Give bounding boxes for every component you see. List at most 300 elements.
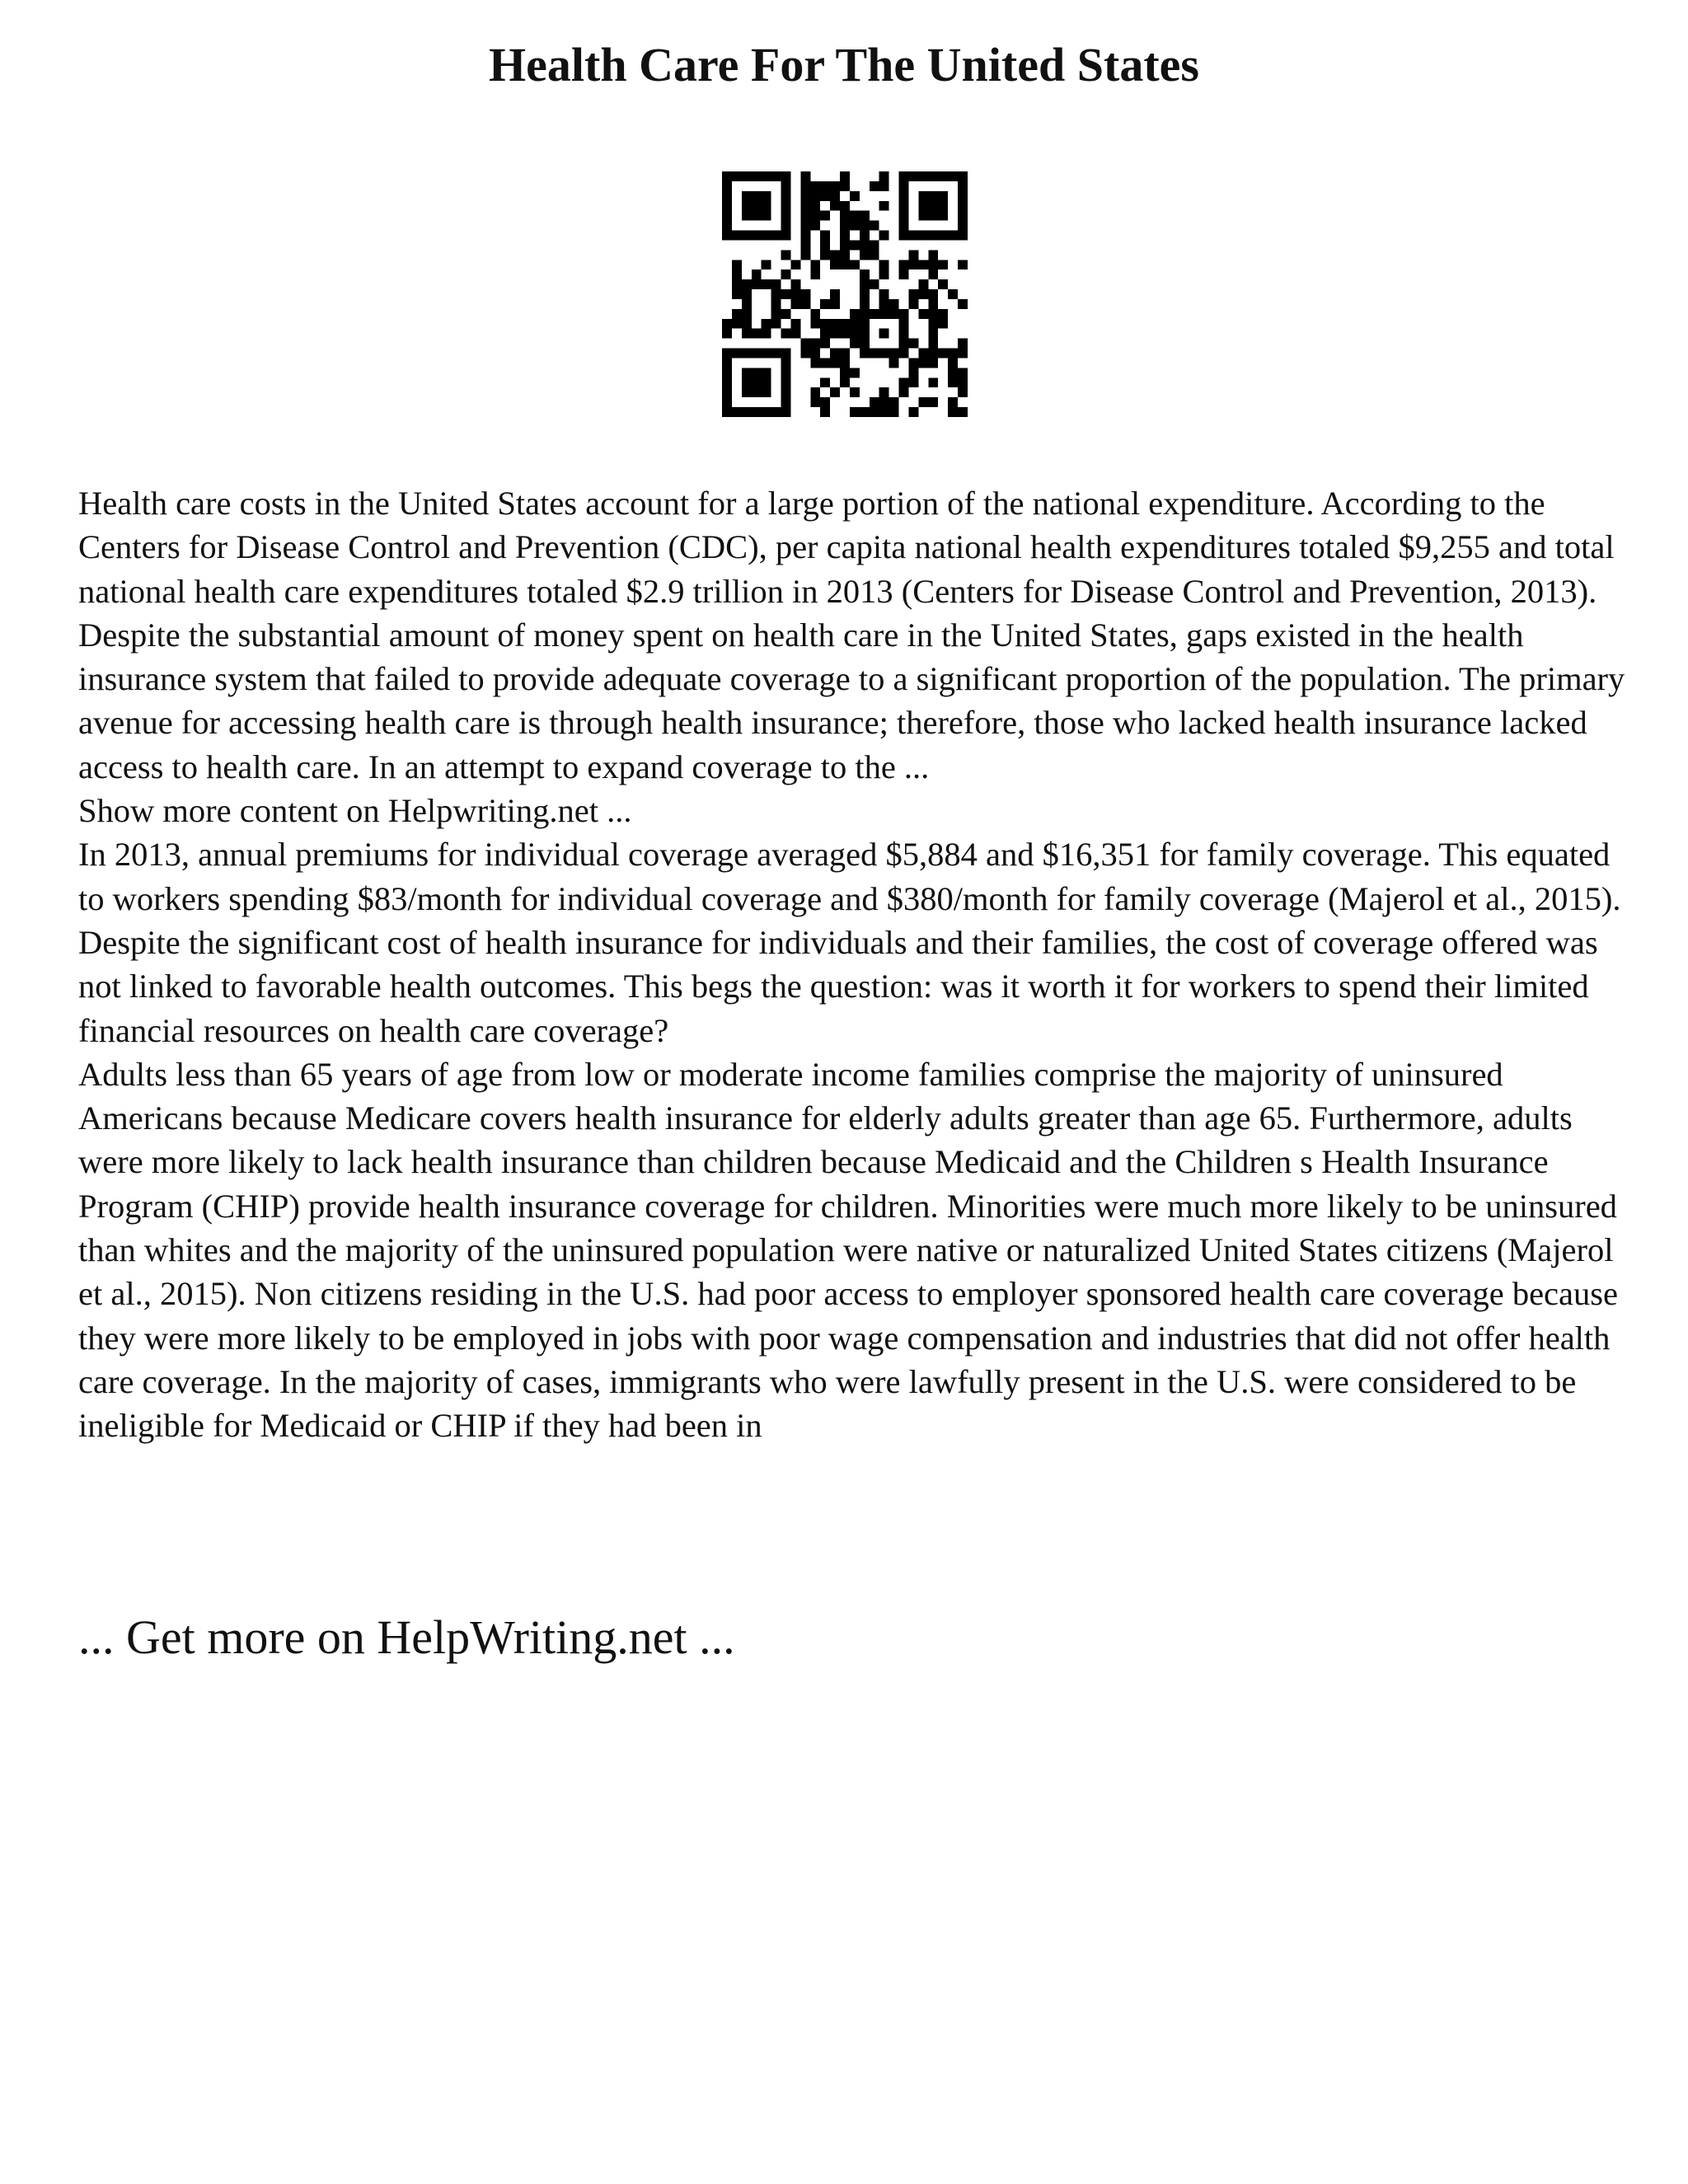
qr-module — [908, 250, 918, 260]
qr-module — [800, 171, 810, 181]
qr-module — [958, 221, 968, 231]
qr-module — [908, 260, 918, 269]
qr-module — [830, 387, 840, 397]
qr-module — [820, 329, 830, 339]
qr-module — [752, 269, 762, 279]
qr-module — [810, 269, 820, 279]
qr-module — [928, 339, 938, 349]
qr-module — [840, 319, 850, 329]
qr-module — [781, 231, 791, 241]
qr-module — [840, 329, 850, 339]
qr-module — [752, 387, 762, 397]
qr-module — [889, 299, 899, 309]
qr-module — [722, 358, 732, 368]
qr-module — [752, 201, 762, 211]
qr-module — [958, 299, 968, 309]
qr-module — [810, 201, 820, 211]
qr-module — [742, 211, 752, 221]
qr-module — [928, 201, 938, 211]
qr-module — [722, 201, 732, 211]
qr-module — [752, 211, 762, 221]
qr-module — [948, 349, 958, 359]
paragraph: Health care costs in the United States account for a large portion of the national expenditure. According to the Centers for Disease Control and Prevention (CDC), per capita national health expenditures totaled $9,255 and total national health care expenditures totaled $2.9 trillion in 2013 (Centers for Disease Control and Prevention, 2013). — [78, 485, 1615, 610]
qr-module — [820, 231, 830, 241]
qr-module — [908, 407, 918, 417]
qr-module — [762, 279, 771, 289]
qr-module — [781, 397, 791, 407]
qr-module — [918, 289, 928, 299]
document-title: Health Care For The United States — [489, 38, 1199, 91]
qr-module — [860, 211, 870, 221]
qr-module — [850, 211, 860, 221]
qr-module — [790, 329, 800, 339]
qr-module — [958, 201, 968, 211]
qr-module — [908, 368, 918, 377]
qr-module — [762, 387, 771, 397]
qr-module — [722, 319, 732, 329]
qr-module — [762, 407, 771, 417]
qr-module — [928, 299, 938, 309]
qr-module — [918, 231, 928, 241]
qr-module — [732, 309, 742, 319]
qr-module — [820, 358, 830, 368]
qr-module — [928, 211, 938, 221]
qr-module — [800, 211, 810, 221]
qr-module — [948, 289, 958, 299]
qr-module — [840, 211, 850, 221]
qr-module — [722, 397, 732, 407]
qr-module — [870, 279, 879, 289]
qr-module — [781, 171, 791, 181]
qr-module — [850, 191, 860, 201]
qr-module — [722, 329, 732, 339]
qr-module — [850, 329, 860, 339]
qr-module — [879, 181, 889, 191]
qr-module — [762, 201, 771, 211]
qr-module — [860, 329, 870, 339]
qr-module — [928, 329, 938, 339]
qr-module — [820, 397, 830, 407]
qr-module — [860, 269, 870, 279]
qr-module — [928, 269, 938, 279]
qr-module — [722, 191, 732, 201]
qr-module — [790, 319, 800, 329]
qr-module — [742, 171, 752, 181]
qr-module — [860, 221, 870, 231]
qr-module — [899, 309, 909, 319]
qr-module — [840, 240, 850, 250]
qr-module — [899, 181, 909, 191]
qr-module — [830, 329, 840, 339]
qr-module — [781, 329, 791, 339]
qr-module — [762, 349, 771, 359]
qr-module — [889, 349, 899, 359]
qr-module — [928, 260, 938, 269]
qr-module — [860, 231, 870, 241]
qr-module — [830, 299, 840, 309]
qr-module — [899, 231, 909, 241]
qr-module — [752, 377, 762, 387]
qr-module — [860, 279, 870, 289]
qr-module — [781, 250, 791, 260]
qr-module — [870, 240, 879, 250]
qr-module — [870, 181, 879, 191]
qr-module — [948, 407, 958, 417]
qr-module — [899, 201, 909, 211]
qr-module — [732, 349, 742, 359]
qr-module — [722, 221, 732, 231]
qr-module — [928, 250, 938, 260]
qr-module — [752, 368, 762, 377]
qr-module — [948, 377, 958, 387]
qr-module — [820, 319, 830, 329]
qr-module — [771, 407, 781, 417]
qr-module — [742, 231, 752, 241]
qr-module — [800, 181, 810, 191]
qr-module — [781, 191, 791, 201]
qr-module — [781, 201, 791, 211]
qr-module — [781, 211, 791, 221]
qr-module — [752, 279, 762, 289]
qr-module — [790, 260, 800, 269]
qr-module — [928, 289, 938, 299]
qr-module — [860, 250, 870, 260]
qr-module — [928, 191, 938, 201]
qr-module — [810, 339, 820, 349]
qr-module — [732, 289, 742, 299]
qr-module — [850, 240, 860, 250]
qr-module — [918, 260, 928, 269]
qr-module — [958, 377, 968, 387]
qr-module — [762, 191, 771, 201]
qr-module — [899, 191, 909, 201]
qr-module — [752, 349, 762, 359]
qr-module — [899, 319, 909, 329]
qr-module — [742, 377, 752, 387]
qr-module — [820, 299, 830, 309]
qr-module — [752, 329, 762, 339]
qr-module — [742, 289, 752, 299]
qr-module — [820, 191, 830, 201]
qr-module — [918, 358, 928, 368]
qr-module — [742, 368, 752, 377]
qr-module — [879, 329, 889, 339]
qr-module — [810, 309, 820, 319]
qr-module — [938, 191, 948, 201]
qr-module — [899, 221, 909, 231]
qr-module — [732, 260, 742, 269]
qr-module — [908, 299, 918, 309]
qr-module — [889, 397, 899, 407]
qr-module — [928, 397, 938, 407]
qr-module — [830, 191, 840, 201]
qr-module — [850, 221, 860, 231]
qr-module — [840, 368, 850, 377]
qr-module — [810, 211, 820, 221]
qr-module — [771, 299, 781, 309]
qr-module — [948, 231, 958, 241]
qr-module — [928, 319, 938, 329]
qr-module — [742, 349, 752, 359]
qr-module — [908, 358, 918, 368]
qr-module — [752, 407, 762, 417]
qr-module — [800, 191, 810, 201]
qr-module — [840, 181, 850, 191]
qr-module — [762, 368, 771, 377]
qr-module — [938, 231, 948, 241]
qr-module — [879, 309, 889, 319]
qr-module — [732, 319, 742, 329]
qr-module — [732, 269, 742, 279]
qr-module — [958, 181, 968, 191]
get-more-link[interactable]: ... Get more on HelpWriting.net ... — [78, 1610, 735, 1664]
qr-module — [879, 387, 889, 397]
qr-module — [860, 349, 870, 359]
qr-module — [958, 407, 968, 417]
qr-module — [830, 319, 840, 329]
qr-module — [958, 368, 968, 377]
qr-module — [781, 289, 791, 299]
qr-module — [762, 231, 771, 241]
qr-module — [958, 387, 968, 397]
qr-module — [918, 397, 928, 407]
qr-module — [918, 191, 928, 201]
qr-module — [800, 250, 810, 260]
qr-module — [879, 349, 889, 359]
qr-module — [938, 349, 948, 359]
qr-module — [908, 339, 918, 349]
qr-module — [958, 349, 968, 359]
qr-module — [771, 171, 781, 181]
qr-module — [762, 211, 771, 221]
qr-module — [850, 260, 860, 269]
qr-module — [800, 289, 810, 299]
qr-module — [820, 240, 830, 250]
qr-module — [928, 231, 938, 241]
qr-module — [889, 309, 899, 319]
qr-module — [781, 269, 791, 279]
qr-module — [722, 349, 732, 359]
qr-module — [938, 279, 948, 289]
qr-module — [840, 358, 850, 368]
qr-module — [762, 171, 771, 181]
qr-module — [722, 181, 732, 191]
qr-module — [781, 309, 791, 319]
qr-module — [762, 319, 771, 329]
qr-module — [742, 191, 752, 201]
qr-module — [810, 191, 820, 201]
qr-module — [781, 221, 791, 231]
qr-module — [928, 309, 938, 319]
qr-module — [850, 407, 860, 417]
qr-module — [820, 407, 830, 417]
qr-module — [742, 407, 752, 417]
qr-module — [870, 250, 879, 260]
qr-module — [722, 387, 732, 397]
qr-module — [742, 279, 752, 289]
qr-module — [790, 289, 800, 299]
qr-module — [820, 211, 830, 221]
qr-module — [879, 201, 889, 211]
qr-module — [752, 171, 762, 181]
qr-module — [928, 377, 938, 387]
qr-module — [840, 250, 850, 260]
qr-module — [938, 260, 948, 269]
qr-module — [771, 309, 781, 319]
qr-module — [752, 231, 762, 241]
qr-module — [781, 349, 791, 359]
qr-module — [889, 407, 899, 417]
qr-module — [938, 309, 948, 319]
qr-module — [928, 358, 938, 368]
qr-module — [781, 377, 791, 387]
qr-module — [771, 231, 781, 241]
qr-module — [860, 407, 870, 417]
qr-module — [948, 358, 958, 368]
qr-module — [790, 299, 800, 309]
qr-module — [938, 211, 948, 221]
qr-module — [918, 171, 928, 181]
qr-module — [899, 329, 909, 339]
qr-module — [722, 231, 732, 241]
qr-module — [830, 201, 840, 211]
qr-module — [800, 339, 810, 349]
qr-module — [879, 269, 889, 279]
qr-module — [840, 260, 850, 269]
qr-module — [860, 299, 870, 309]
qr-module — [810, 260, 820, 269]
qr-module — [820, 339, 830, 349]
qr-module — [810, 358, 820, 368]
qr-module — [860, 339, 870, 349]
qr-module — [860, 240, 870, 250]
qr-module — [781, 407, 791, 417]
qr-module — [840, 201, 850, 211]
qr-module — [870, 397, 879, 407]
qr-module — [781, 181, 791, 191]
qr-module — [948, 397, 958, 407]
qr-module — [830, 289, 840, 299]
qr-module — [850, 319, 860, 329]
qr-module — [870, 349, 879, 359]
qr-module — [820, 250, 830, 260]
qr-module — [899, 349, 909, 359]
qr-module — [958, 191, 968, 201]
qr-module — [742, 319, 752, 329]
qr-module — [742, 201, 752, 211]
qr-module — [742, 387, 752, 397]
qr-module — [810, 397, 820, 407]
qr-module — [840, 171, 850, 181]
qr-module — [781, 387, 791, 397]
qr-module — [899, 377, 909, 387]
qr-module — [732, 231, 742, 241]
qr-module — [732, 407, 742, 417]
qr-module — [879, 171, 889, 181]
show-more-link[interactable]: Show more content on Helpwriting.net ... — [78, 792, 632, 830]
qr-module — [899, 387, 909, 397]
qr-module — [938, 171, 948, 181]
qr-module — [800, 299, 810, 309]
qr-module — [722, 171, 732, 181]
qr-module — [879, 397, 889, 407]
qr-module — [840, 231, 850, 241]
qr-module — [742, 329, 752, 339]
qr-module — [742, 299, 752, 309]
qr-module — [899, 339, 909, 349]
qr-module — [800, 221, 810, 231]
qr-module — [840, 221, 850, 231]
qr-module — [850, 339, 860, 349]
qr-module — [830, 260, 840, 269]
qr-module — [918, 279, 928, 289]
qr-module — [958, 339, 968, 349]
qr-module — [800, 231, 810, 241]
qr-module — [928, 171, 938, 181]
qr-module — [958, 260, 968, 269]
qr-module — [722, 368, 732, 377]
qr-module — [850, 309, 860, 319]
qr-module — [889, 358, 899, 368]
qr-module — [830, 181, 840, 191]
qr-module — [850, 387, 860, 397]
qr-module — [752, 191, 762, 201]
qr-module — [918, 211, 928, 221]
qr-module — [879, 289, 889, 299]
qr-module — [899, 211, 909, 221]
qr-module — [771, 279, 781, 289]
qr-module — [958, 211, 968, 221]
qr-module — [800, 240, 810, 250]
qr-module — [810, 387, 820, 397]
qr-module — [722, 407, 732, 417]
qr-module — [732, 279, 742, 289]
qr-module — [870, 407, 879, 417]
qr-module — [840, 349, 850, 359]
qr-module — [781, 358, 791, 368]
qr-module — [771, 289, 781, 299]
qr-module — [771, 349, 781, 359]
qr-module — [742, 309, 752, 319]
qr-module — [948, 171, 958, 181]
qr-module — [908, 231, 918, 241]
qr-module — [899, 269, 909, 279]
qr-module — [762, 377, 771, 387]
qr-module — [879, 299, 889, 309]
paragraph: In 2013, annual premiums for individual coverage averaged $5,884 and $16,351 for family coverage. This equated to workers spending $83/month for individual coverage and $380/month for family coverage (Majerol et al., 2015). Despite the significant cost of health insurance for individuals and their families, the cost of coverage offered was not linked to favorable health outcomes. This begs the question: was it worth it for workers to spend their limited financial resources on health care coverage? — [78, 836, 1621, 1049]
qr-module — [790, 279, 800, 289]
qr-module — [958, 171, 968, 181]
qr-module — [850, 368, 860, 377]
qr-module — [938, 201, 948, 211]
qr-module — [762, 329, 771, 339]
qr-module — [918, 349, 928, 359]
qr-module — [860, 309, 870, 319]
qr-module — [762, 260, 771, 269]
qr-module — [722, 377, 732, 387]
paragraph: Despite the substantial amount of money spent on health care in the United States, gaps existed in the health insurance system that failed to provide adequate coverage to a significant proportion of the population. The primary avenue for accessing health care is through health insurance; therefore, those who lacked health insurance lacked access to health care. In an attempt to expand coverage to the ... — [78, 616, 1625, 785]
qr-module — [820, 377, 830, 387]
qr-module — [732, 171, 742, 181]
qr-module — [918, 309, 928, 319]
qr-module — [908, 289, 918, 299]
qr-module — [771, 319, 781, 329]
qr-module — [810, 181, 820, 191]
qr-module — [860, 289, 870, 299]
qr-module — [800, 349, 810, 359]
paragraph: Adults less than 65 years of age from low or moderate income families comprise the majority of uninsured Americans because Medicare covers health insurance for elderly adults greater than age 65. Furthermore, adults were more likely to lack health insurance than children because Medicaid and the Children s Health Insurance Program (CHIP) provide health insurance coverage for children. Minorities were much more likely to be uninsured than whites and the majority of the uninsured population were native or naturalized United States citizens (Majerol et al., 2015). Non citizens residing in the U.S. had poor access to employer sponsored health care coverage because they were more likely to be employed in jobs with poor wage compensation and industries that did not offer health care coverage. In the majority of cases, immigrants who were lawfully present in the U.S. were considered to be ineligible for Medicaid or CHIP if they had been in — [78, 1055, 1618, 1445]
qr-module — [830, 250, 840, 260]
